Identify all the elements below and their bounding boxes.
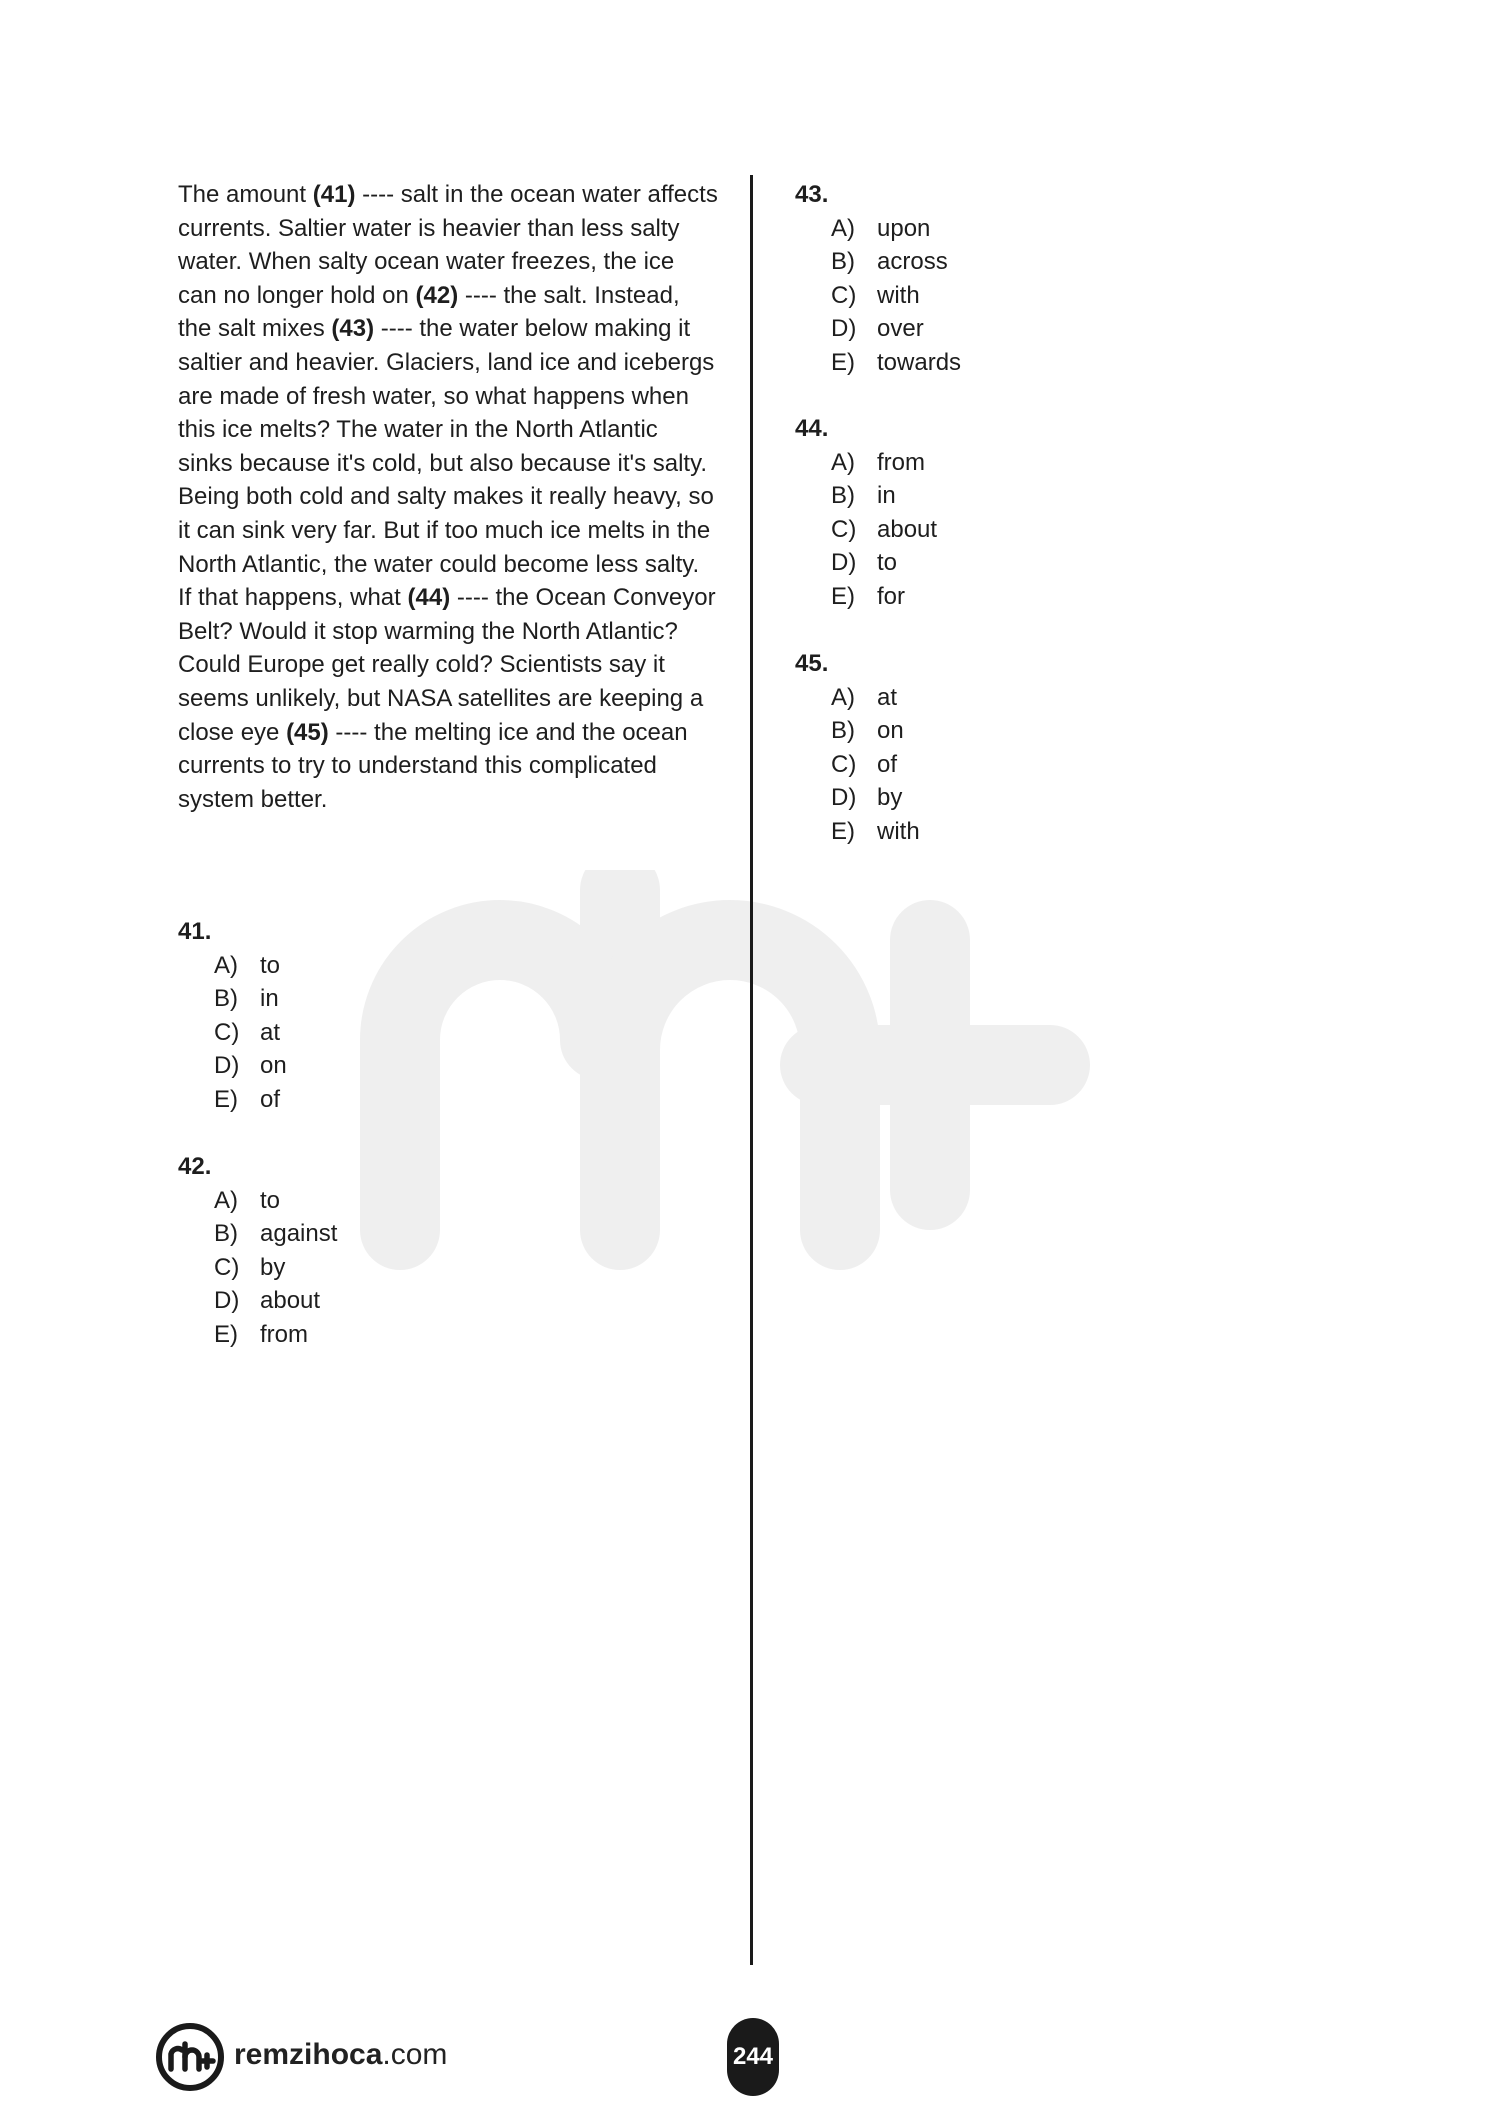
option-letter: C) [831,515,857,543]
question-number: 44. [795,415,829,442]
question-44 [795,412,937,614]
option-text: in [877,482,896,510]
option-c[interactable] [795,513,937,547]
option-e[interactable] [795,815,920,849]
option-b[interactable] [795,479,937,513]
option-a[interactable] [178,949,287,983]
option-c[interactable] [795,279,961,313]
option-d[interactable] [178,1049,287,1083]
option-letter: E) [214,1320,238,1348]
column-divider [750,175,753,1965]
option-letter: B) [831,248,855,276]
option-text: on [260,1052,287,1080]
option-letter: E) [831,582,855,610]
option-b[interactable] [178,982,287,1016]
option-letter: A) [831,448,855,476]
question-number: 42. [178,1153,212,1180]
option-letter: C) [831,281,857,309]
option-letter: B) [831,717,855,745]
question-number: 41. [178,918,212,945]
option-text: against [260,1220,338,1248]
blank-44-marker: (44) [407,584,451,612]
blank-42-marker: (42) [415,281,459,309]
blank-43-marker: (43) [331,315,375,343]
option-letter: C) [214,1253,240,1281]
option-letter: A) [831,214,855,242]
option-d[interactable] [178,1284,337,1318]
option-text: to [260,1186,281,1214]
option-text: about [877,515,938,543]
option-d[interactable] [795,546,937,580]
option-letter: E) [831,817,855,845]
question-41 [178,915,287,1117]
question-number: 45. [795,650,829,677]
blank-45-marker: (45) [286,718,329,746]
option-text: to [260,951,281,979]
option-d[interactable] [795,312,961,346]
option-text: upon [877,214,931,242]
option-a[interactable] [795,681,920,715]
option-text: in [260,985,279,1013]
option-text: at [877,683,898,711]
option-letter: D) [831,315,857,343]
reading-passage: The amount (41) ---- salt in the ocean water affects currents. Saltier water is heavier than less salty water. When salty ocean water freezes, the ice can no longer hold on (42) ---- the salt. Instead, the salt mixes (43) ---- the water below making it saltier and heavier. Glaciers, land ice and icebergs are made of fresh water, so what happens when this ice melts? The water in the North Atlantic sinks because it's cold, but also because it's salty. Being both cold and salty makes it really heavy, so it can sink very far. But if too much ice melts in the North Atlantic, the water could become less salty. If that happens, what (44) ---- the Ocean Conveyor Belt? Would it stop warming the North Atlantic? Could Europe get really cold? Scientists say it seems unlikely, but NASA satellites are keeping a close eye (45) ---- the melting ice and the ocean currents to try to understand this complicated system better. [178,181,718,813]
option-letter: E) [831,348,855,376]
option-text: about [260,1287,321,1315]
question-45 [795,647,920,849]
site-name[interactable]: remzihoca.com [234,2038,448,2071]
option-letter: C) [214,1018,240,1046]
option-letter: D) [214,1052,240,1080]
option-e[interactable] [178,1318,337,1352]
option-b[interactable] [178,1217,337,1251]
option-letter: D) [831,549,857,577]
option-letter: A) [214,951,238,979]
question-42 [178,1150,337,1352]
option-text: across [877,248,948,276]
option-text: for [877,582,906,610]
option-letter: B) [831,482,855,510]
option-d[interactable] [795,781,920,815]
blank-41-marker: (41) [312,181,356,208]
question-43 [795,178,961,380]
option-letter: B) [214,985,238,1013]
option-b[interactable] [795,245,961,279]
option-b[interactable] [795,714,920,748]
option-text: by [877,784,903,812]
option-letter: E) [214,1085,238,1113]
question-number: 43. [795,181,829,208]
option-text: by [260,1253,286,1281]
option-text: of [260,1085,281,1113]
option-a[interactable] [795,446,937,480]
option-letter: D) [214,1287,240,1315]
option-letter: D) [831,784,857,812]
option-text: on [877,717,904,745]
option-letter: B) [214,1220,238,1248]
option-c[interactable] [178,1016,287,1050]
option-a[interactable] [795,212,961,246]
option-e[interactable] [795,346,961,380]
option-e[interactable] [178,1083,287,1117]
option-a[interactable] [178,1184,337,1218]
option-text: towards [877,348,962,376]
option-text: from [877,448,925,476]
rh-plus-logo-icon [155,2022,225,2092]
option-c[interactable] [178,1251,337,1285]
option-text: with [877,817,920,845]
option-text: at [260,1018,281,1046]
option-text: with [877,281,920,309]
option-text: from [260,1320,308,1348]
option-c[interactable] [795,748,920,782]
option-text: over [877,315,924,343]
option-letter: C) [831,750,857,778]
option-text: of [877,750,898,778]
option-text: to [877,549,898,577]
page-number-badge: 244 [727,2018,779,2096]
option-letter: A) [831,683,855,711]
option-letter: A) [214,1186,238,1214]
option-e[interactable] [795,580,937,614]
